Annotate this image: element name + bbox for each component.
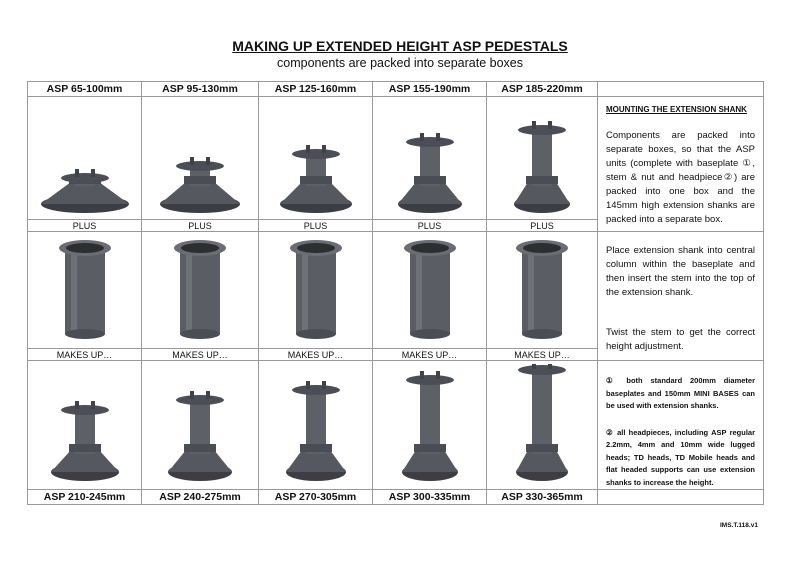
extended-pedestal-image — [373, 361, 487, 490]
extension-shank-image — [142, 232, 259, 349]
pedestal-drawing — [487, 364, 597, 486]
makes-up-label: MAKES UP… — [28, 349, 142, 361]
makes-up-label: MAKES UP… — [259, 349, 373, 361]
extension-shank-image — [259, 232, 373, 349]
shank-drawing — [261, 234, 371, 346]
extension-shank-image — [373, 232, 487, 349]
document-reference: IMS.T.118.v1 — [720, 522, 758, 529]
plus-label: PLUS — [373, 220, 487, 232]
pedestal-drawing — [261, 364, 371, 486]
extended-pedestal-image — [487, 361, 598, 490]
shank-drawing — [145, 234, 255, 346]
makes-up-label: MAKES UP… — [142, 349, 259, 361]
pedestal-image — [487, 97, 598, 220]
mounting-instructions-2 — [598, 232, 764, 361]
model-footer: ASP 270-305mm — [259, 490, 373, 505]
model-header: ASP 65-100mm — [28, 82, 142, 97]
model-header: ASP 125-160mm — [259, 82, 373, 97]
mounting-instructions — [598, 97, 764, 232]
plus-label: PLUS — [259, 220, 373, 232]
extension-shank-image — [487, 232, 598, 349]
pedestal-drawing — [145, 364, 255, 486]
pedestal-drawing — [487, 98, 597, 218]
pedestal-table — [27, 81, 764, 505]
pedestal-drawing — [30, 98, 140, 218]
pedestal-drawing — [375, 364, 485, 486]
pedestal-drawing — [375, 98, 485, 218]
shank-drawing — [487, 234, 597, 346]
footnote-1: ① both standard 200mm diameter baseplates and 150mm MINI BASES can be used with extension shanks. — [606, 376, 755, 410]
model-header: ASP 95-130mm — [142, 82, 259, 97]
model-header: ASP 155-190mm — [373, 82, 487, 97]
instructions-para: Place extension shank into central column within the baseplate and then insert the stem into the top of the extension shank. — [606, 245, 755, 298]
extended-pedestal-image — [28, 361, 142, 490]
shank-drawing — [375, 234, 485, 346]
shank-drawing — [30, 234, 140, 346]
makes-up-label: MAKES UP… — [373, 349, 487, 361]
pedestal-image — [373, 97, 487, 220]
extension-shank-image — [28, 232, 142, 349]
pedestal-drawing — [145, 98, 255, 218]
pedestal-image — [259, 97, 373, 220]
makes-up-label: MAKES UP… — [487, 349, 598, 361]
pedestal-image — [28, 97, 142, 220]
model-header: ASP 185-220mm — [487, 82, 598, 97]
extended-pedestal-image — [259, 361, 373, 490]
model-footer: ASP 300-335mm — [373, 490, 487, 505]
instructions-heading: MOUNTING THE EXTENSION SHANK — [606, 105, 747, 114]
plus-label: PLUS — [28, 220, 142, 232]
pedestal-drawing — [261, 98, 371, 218]
instructions-para: Twist the stem to get the correct height adjustment. — [606, 327, 755, 352]
model-footer: ASP 330-365mm — [487, 490, 598, 505]
model-footer: ASP 240-275mm — [142, 490, 259, 505]
plus-label: PLUS — [487, 220, 598, 232]
footnote-2: ② all headpieces, including ASP regular 2.2mm, 4mm and 10mm wide lugged heads; TD heads, TD Mobile heads and flat headed supports can use extension shanks to increase the height. — [606, 427, 755, 487]
extended-pedestal-image — [142, 361, 259, 490]
page-subtitle: components are packed into separate boxes — [277, 56, 523, 70]
page-title: MAKING UP EXTENDED HEIGHT ASP PEDESTALS — [232, 38, 568, 54]
model-footer: ASP 210-245mm — [28, 490, 142, 505]
pedestal-image — [142, 97, 259, 220]
instructions-para: Components are packed into separate boxes, so that the ASP units (complete with baseplate ①, stem & nut and headpiece②) are packed into one box and the 145mm high extension shanks are packed into a separate box. — [606, 130, 755, 225]
footnotes — [598, 361, 764, 490]
plus-label: PLUS — [142, 220, 259, 232]
pedestal-drawing — [30, 364, 140, 486]
